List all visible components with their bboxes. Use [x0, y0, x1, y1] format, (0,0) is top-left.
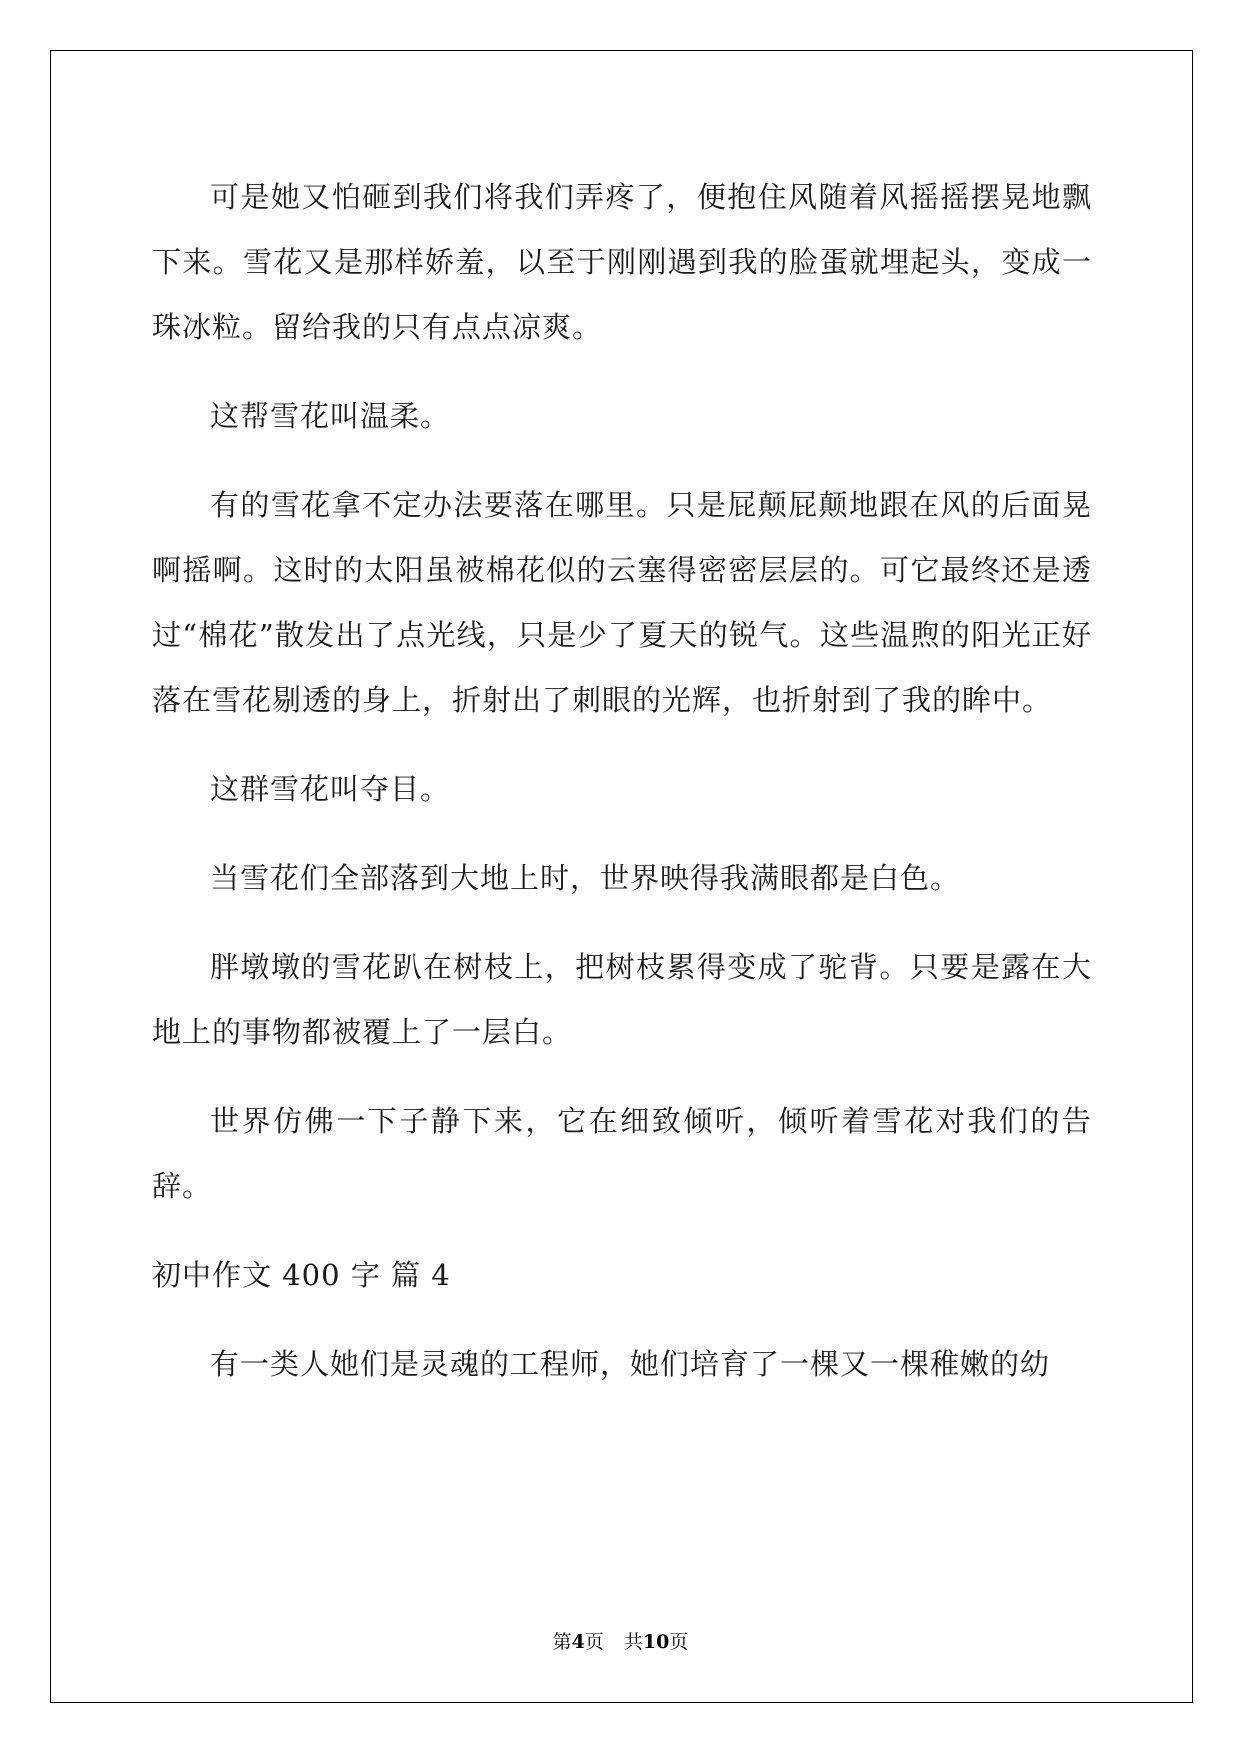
- document-body: [152, 165, 1092, 1421]
- page-footer: [0, 1627, 1241, 1654]
- footer-total-prefix: 共: [623, 1631, 643, 1653]
- paragraph: 有一类人她们是灵魂的工程师，她们培育了一棵又一棵稚嫩的幼: [210, 1347, 1051, 1381]
- paragraph: 这帮雪花叫温柔。: [210, 399, 451, 433]
- footer-prefix: 第: [552, 1631, 572, 1653]
- footer-total-suffix: 页: [669, 1631, 689, 1653]
- total-pages: 10: [642, 1631, 670, 1653]
- paragraph: 有的雪花拿不定办法要落在哪里。只是屁颠屁颠地跟在风的后面晃啊摇啊。这时的太阳虽被棉花似的云塞得密密层层的。可它最终还是透过“棉花”散发出了点光线，只是少了夏天的锐气。这些温煦的阳光正好落在雪花剔透的身上，折射出了刺眼的光辉，也折射到了我的眸中。: [152, 488, 1092, 717]
- section-heading: 初中作文 400 字 篇 4: [152, 1258, 451, 1292]
- paragraph: 可是她又怕砸到我们将我们弄疼了，便抱住风随着风摇摇摆晃地飘下来。雪花又是那样娇羞，以至于刚刚遇到我的脸蛋就埋起头，变成一珠冰粒。留给我的只有点点凉爽。: [152, 180, 1092, 344]
- paragraph: 这群雪花叫夺目。: [210, 772, 451, 806]
- paragraph: 胖墩墩的雪花趴在树枝上，把树枝累得变成了驼背。只要是露在大地上的事物都被覆上了一层白。: [152, 950, 1092, 1049]
- page-number: 4: [571, 1631, 585, 1653]
- paragraph: 当雪花们全部落到大地上时，世界映得我满眼都是白色。: [210, 861, 961, 895]
- paragraph: 世界仿佛一下子静下来，它在细致倾听，倾听着雪花对我们的告辞。: [152, 1104, 1092, 1203]
- footer-page-suffix: 页: [584, 1631, 604, 1653]
